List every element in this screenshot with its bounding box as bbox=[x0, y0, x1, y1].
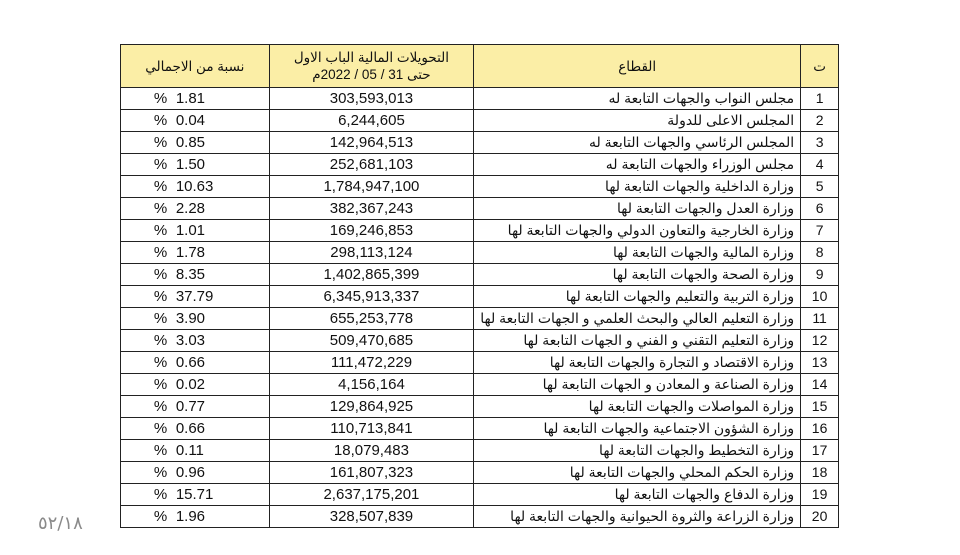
percent-sign: % bbox=[153, 244, 168, 261]
table-row bbox=[121, 440, 839, 462]
row-percent-value: 3.90 bbox=[175, 310, 206, 327]
row-percent-value: 3.03 bbox=[175, 332, 206, 349]
table-row bbox=[121, 154, 839, 176]
percent-sign: % bbox=[153, 310, 168, 327]
row-percent-wrap bbox=[154, 110, 236, 131]
row-percent-wrap bbox=[154, 352, 236, 373]
row-percent-wrap bbox=[154, 330, 236, 351]
table-row bbox=[121, 352, 839, 374]
row-percent-value: 1.01 bbox=[175, 222, 206, 239]
percent-sign: % bbox=[153, 112, 168, 129]
row-percent-wrap bbox=[154, 418, 236, 439]
percent-sign: % bbox=[153, 222, 168, 239]
row-percent-value: 0.96 bbox=[175, 464, 206, 481]
row-sector: وزارة الصحة والجهات التابعة لها bbox=[474, 264, 801, 286]
row-percent-value: 1.96 bbox=[175, 508, 206, 525]
table-row bbox=[121, 484, 839, 506]
row-number: 5 bbox=[801, 176, 839, 198]
table-row bbox=[121, 418, 839, 440]
row-percent bbox=[121, 440, 270, 462]
row-number: 13 bbox=[801, 352, 839, 374]
row-number: 17 bbox=[801, 440, 839, 462]
percent-sign: % bbox=[153, 134, 168, 151]
row-sector: مجلس الوزراء والجهات التابعة له bbox=[474, 154, 801, 176]
row-percent bbox=[121, 286, 270, 308]
percent-sign: % bbox=[153, 200, 168, 217]
row-amount: 6,244,605 bbox=[269, 110, 474, 132]
row-percent bbox=[121, 374, 270, 396]
row-percent-wrap bbox=[154, 88, 236, 109]
row-percent bbox=[121, 418, 270, 440]
row-percent bbox=[121, 396, 270, 418]
row-percent-value: 0.04 bbox=[175, 112, 206, 129]
row-percent-value: 0.11 bbox=[175, 442, 204, 459]
row-sector: وزارة الدفاع والجهات التابعة لها bbox=[474, 484, 801, 506]
table-row bbox=[121, 242, 839, 264]
row-percent-value: 1.50 bbox=[175, 156, 206, 173]
row-amount: 1,402,865,399 bbox=[269, 264, 474, 286]
percent-sign: % bbox=[153, 332, 168, 349]
row-sector: وزارة التخطيط والجهات التابعة لها bbox=[474, 440, 801, 462]
row-percent-value: 0.02 bbox=[175, 376, 206, 393]
row-percent-wrap bbox=[154, 308, 236, 329]
row-percent bbox=[121, 110, 270, 132]
row-number: 12 bbox=[801, 330, 839, 352]
row-percent-value: 8.35 bbox=[175, 266, 206, 283]
row-amount: 4,156,164 bbox=[269, 374, 474, 396]
row-percent bbox=[121, 330, 270, 352]
row-number: 1 bbox=[801, 88, 839, 110]
row-sector: وزارة الخارجية والتعاون الدولي والجهات التابعة لها bbox=[474, 220, 801, 242]
row-sector: وزارة التعليم العالي والبحث العلمي و الجهات التابعة لها bbox=[474, 308, 801, 330]
row-percent-wrap bbox=[154, 506, 236, 527]
row-sector: وزارة المواصلات والجهات التابعة لها bbox=[474, 396, 801, 418]
row-number: 11 bbox=[801, 308, 839, 330]
row-percent bbox=[121, 154, 270, 176]
table-row bbox=[121, 198, 839, 220]
row-number: 8 bbox=[801, 242, 839, 264]
header-row bbox=[121, 45, 839, 88]
percent-sign: % bbox=[153, 288, 168, 305]
header-percent: نسبة من الاجمالي bbox=[121, 45, 270, 88]
row-percent-value: 0.77 bbox=[175, 398, 206, 415]
row-percent bbox=[121, 220, 270, 242]
row-amount: 142,964,513 bbox=[269, 132, 474, 154]
row-sector: المجلس الرئاسي والجهات التابعة له bbox=[474, 132, 801, 154]
table-row bbox=[121, 286, 839, 308]
percent-sign: % bbox=[153, 178, 168, 195]
table-row bbox=[121, 462, 839, 484]
row-amount: 111,472,229 bbox=[269, 352, 474, 374]
table-row bbox=[121, 88, 839, 110]
budget-table bbox=[120, 44, 839, 528]
row-percent-wrap bbox=[154, 286, 236, 307]
row-sector: وزارة الزراعة والثروة الحيوانية والجهات التابعة لها bbox=[474, 506, 801, 528]
header-sector: القطاع bbox=[474, 45, 801, 88]
percent-sign: % bbox=[153, 442, 168, 459]
row-percent-value: 15.71 bbox=[175, 486, 214, 503]
row-percent bbox=[121, 462, 270, 484]
row-sector: وزارة العدل والجهات التابعة لها bbox=[474, 198, 801, 220]
row-number: 18 bbox=[801, 462, 839, 484]
row-percent-value: 1.78 bbox=[175, 244, 206, 261]
row-number: 4 bbox=[801, 154, 839, 176]
row-sector: وزارة التربية والتعليم والجهات التابعة لها bbox=[474, 286, 801, 308]
row-percent-value: 10.63 bbox=[175, 178, 214, 195]
row-sector: وزارة المالية والجهات التابعة لها bbox=[474, 242, 801, 264]
table-header bbox=[121, 45, 839, 88]
row-amount: 382,367,243 bbox=[269, 198, 474, 220]
percent-sign: % bbox=[153, 464, 168, 481]
row-amount: 110,713,841 bbox=[269, 418, 474, 440]
row-percent-wrap bbox=[154, 132, 236, 153]
table-row bbox=[121, 396, 839, 418]
row-amount: 1,784,947,100 bbox=[269, 176, 474, 198]
table-row bbox=[121, 308, 839, 330]
percent-sign: % bbox=[153, 156, 168, 173]
row-percent-wrap bbox=[154, 220, 236, 241]
header-amount-line1: التحويلات المالية الباب الاول bbox=[293, 50, 450, 65]
row-sector: وزارة الشؤون الاجتماعية والجهات التابعة لها bbox=[474, 418, 801, 440]
row-amount: 328,507,839 bbox=[269, 506, 474, 528]
table-row bbox=[121, 176, 839, 198]
row-percent-value: 2.28 bbox=[175, 200, 206, 217]
row-percent-wrap bbox=[154, 176, 236, 197]
percent-sign: % bbox=[153, 398, 168, 415]
row-percent bbox=[121, 198, 270, 220]
row-amount: 18,079,483 bbox=[269, 440, 474, 462]
row-amount: 6,345,913,337 bbox=[269, 286, 474, 308]
percent-sign: % bbox=[153, 420, 168, 437]
row-percent-wrap bbox=[154, 484, 236, 505]
row-percent-wrap bbox=[154, 154, 236, 175]
row-number: 15 bbox=[801, 396, 839, 418]
row-number: 3 bbox=[801, 132, 839, 154]
row-number: 14 bbox=[801, 374, 839, 396]
row-number: 7 bbox=[801, 220, 839, 242]
row-percent bbox=[121, 308, 270, 330]
row-amount: 129,864,925 bbox=[269, 396, 474, 418]
row-sector: المجلس الاعلى للدولة bbox=[474, 110, 801, 132]
row-sector: وزارة الداخلية والجهات التابعة لها bbox=[474, 176, 801, 198]
row-percent-wrap bbox=[154, 242, 236, 263]
header-amount bbox=[269, 45, 474, 88]
row-amount: 169,246,853 bbox=[269, 220, 474, 242]
row-percent bbox=[121, 88, 270, 110]
row-percent-value: 0.66 bbox=[175, 420, 206, 437]
row-percent bbox=[121, 176, 270, 198]
row-percent-value: 1.81 bbox=[175, 90, 206, 107]
row-amount: 298,113,124 bbox=[269, 242, 474, 264]
row-amount: 303,593,013 bbox=[269, 88, 474, 110]
row-amount: 655,253,778 bbox=[269, 308, 474, 330]
row-percent bbox=[121, 264, 270, 286]
percent-sign: % bbox=[153, 508, 168, 525]
table-body bbox=[121, 88, 839, 528]
table-row bbox=[121, 220, 839, 242]
row-percent bbox=[121, 132, 270, 154]
row-number: 10 bbox=[801, 286, 839, 308]
table-row bbox=[121, 132, 839, 154]
row-number: 6 bbox=[801, 198, 839, 220]
row-percent-wrap bbox=[154, 198, 236, 219]
row-percent-value: 0.66 bbox=[175, 354, 206, 371]
row-number: 16 bbox=[801, 418, 839, 440]
row-amount: 2,637,175,201 bbox=[269, 484, 474, 506]
row-amount: 509,470,685 bbox=[269, 330, 474, 352]
header-amount-line2: حتى 31 / 05 / 2022م bbox=[312, 67, 431, 82]
row-number: 19 bbox=[801, 484, 839, 506]
row-percent bbox=[121, 352, 270, 374]
row-sector: وزارة التعليم التقني و الفني و الجهات التابعة لها bbox=[474, 330, 801, 352]
row-sector: وزارة الحكم المحلي والجهات التابعة لها bbox=[474, 462, 801, 484]
header-number: ت bbox=[801, 45, 839, 88]
row-percent-wrap bbox=[154, 396, 236, 417]
row-sector: مجلس النواب والجهات التابعة له bbox=[474, 88, 801, 110]
row-percent bbox=[121, 484, 270, 506]
row-number: 20 bbox=[801, 506, 839, 528]
row-amount: 252,681,103 bbox=[269, 154, 474, 176]
table-row bbox=[121, 110, 839, 132]
percent-sign: % bbox=[153, 376, 168, 393]
row-percent-value: 37.79 bbox=[175, 288, 214, 305]
row-sector: وزارة الاقتصاد و التجارة والجهات التابعة لها bbox=[474, 352, 801, 374]
table-row bbox=[121, 506, 839, 528]
row-percent-wrap bbox=[154, 374, 236, 395]
table-row bbox=[121, 330, 839, 352]
table-row bbox=[121, 374, 839, 396]
row-number: 9 bbox=[801, 264, 839, 286]
row-percent bbox=[121, 506, 270, 528]
row-percent-wrap bbox=[154, 462, 236, 483]
percent-sign: % bbox=[153, 266, 168, 283]
percent-sign: % bbox=[153, 486, 168, 503]
row-amount: 161,807,323 bbox=[269, 462, 474, 484]
percent-sign: % bbox=[153, 354, 168, 371]
percent-sign: % bbox=[153, 90, 168, 107]
footer-date: ٥٢/١٨ bbox=[38, 513, 83, 534]
row-sector: وزارة الصناعة و المعادن و الجهات التابعة لها bbox=[474, 374, 801, 396]
row-percent-value: 0.85 bbox=[175, 134, 206, 151]
row-number: 2 bbox=[801, 110, 839, 132]
row-percent bbox=[121, 242, 270, 264]
row-percent-wrap bbox=[154, 264, 236, 285]
row-percent-wrap bbox=[154, 440, 236, 461]
table-row bbox=[121, 264, 839, 286]
